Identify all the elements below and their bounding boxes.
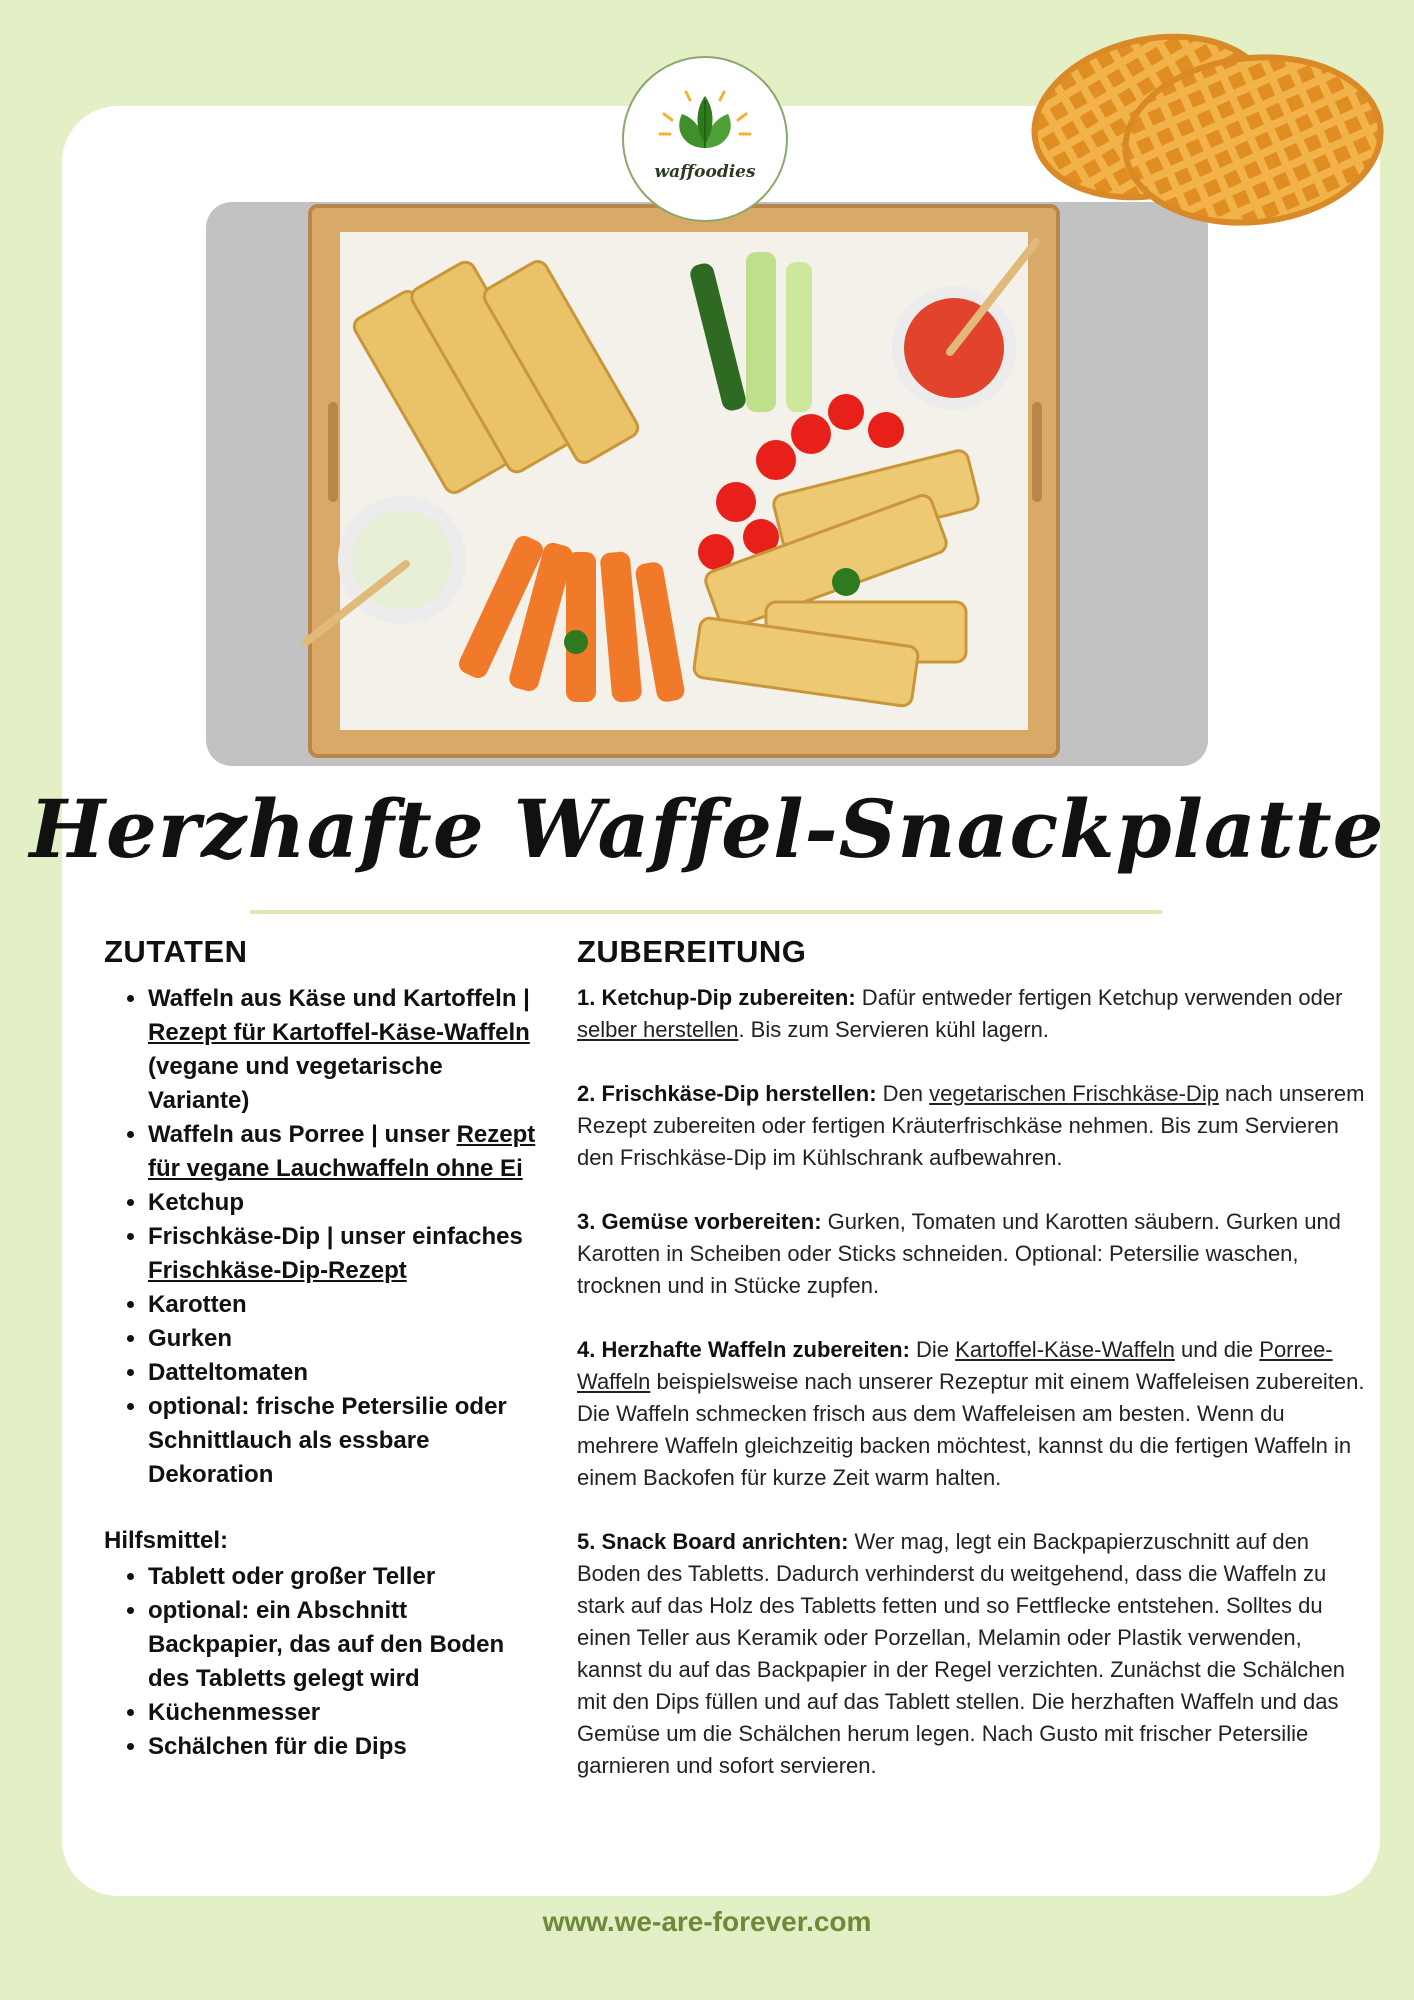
list-item: • Küchenmesser xyxy=(148,1696,544,1730)
waffle-decoration-icon xyxy=(1028,22,1390,232)
recipe-link[interactable]: vegetarischen Frischkäse-Dip xyxy=(929,1081,1219,1106)
list-item: • Frischkäse-Dip | unser einfaches Frischkäse-Dip-Rezept xyxy=(148,1220,544,1288)
list-item: • Waffeln aus Käse und Kartoffeln | Rezept für Kartoffel-Käse-Waffeln (vegane und vegetarische Variante) xyxy=(148,982,544,1118)
title-divider xyxy=(250,910,1162,914)
preparation-column xyxy=(577,934,1367,1814)
list-item: • optional: frische Petersilie oder Schnittlauch als essbare Dekoration xyxy=(148,1390,544,1492)
zutaten-heading: ZUTATEN xyxy=(104,934,248,969)
list-item: • Datteltomaten xyxy=(148,1356,544,1390)
step-2: 2. Frischkäse-Dip herstellen: Den vegetarischen Frischkäse-Dip nach unserem Rezept zubereiten oder fertigen Kräuterfrischkäse nehmen. Bis zum Servieren den Frischkäse-Dip im Kühlschrank aufbewahren. xyxy=(577,1081,1365,1170)
list-item: • optional: ein Abschnitt Backpapier, das auf den Boden des Tabletts gelegt wird xyxy=(148,1594,544,1696)
list-item: • Ketchup xyxy=(148,1186,544,1220)
step-1: 1. Ketchup-Dip zubereiten: Dafür entweder fertigen Ketchup verwenden oder selber herstellen. Bis zum Servieren kühl lagern. xyxy=(577,985,1343,1042)
step-5: 5. Snack Board anrichten: Wer mag, legt ein Backpapierzuschnitt auf den Boden des Tabletts. Dadurch verhinderst du weitgehend, dass die Waffeln zu stark auf das Holz des Tabletts fetten und so Fettflecke entstehen. Solltes du einen Teller aus Keramik oder Porzellan, Melamin oder Plastik verwenden, kannst du auf das Backpapier in der Regel verzichten. Zunächst die Schälchen mit den Dips füllen und auf das Tablett stellen. Die herzhaften Waffeln und das Gemüse um die Schälchen herum legen. Nach Gusto mit frischer Petersilie garnieren und sofort servieren. xyxy=(577,1529,1346,1778)
step-3: 3. Gemüse vorbereiten: Gurken, Tomaten und Karotten säubern. Gurken und Karotten in Scheiben oder Sticks schneiden. Optional: Petersilie waschen, trocknen und in Stücke zupfen. xyxy=(577,1209,1341,1298)
recipe-link[interactable]: Kartoffel-Käse-Waffeln xyxy=(955,1337,1175,1362)
ingredient-list xyxy=(104,982,544,1492)
ingredients-column xyxy=(104,934,544,1764)
tools-list xyxy=(104,1560,544,1764)
snack-platter-illustration xyxy=(206,202,1208,766)
list-item: • Karotten xyxy=(148,1288,544,1322)
recipe-link[interactable]: Rezept für vegane Lauchwaffeln ohne Ei xyxy=(148,1121,536,1182)
list-item: • Tablett oder großer Teller xyxy=(148,1560,544,1594)
step-4: 4. Herzhafte Waffeln zubereiten: Die Kartoffel-Käse-Waffeln und die Porree-Waffeln beispielsweise nach unserer Rezeptur mit einem Waffeleisen zubereiten. Die Waffeln schmecken frisch aus dem Waffeleisen am besten. Wenn du mehrere Waffeln gleichzeitig backen möchtest, kannst du die fertigen Waffeln in einem Backofen für kurze Zeit warm halten. xyxy=(577,1337,1365,1490)
basil-leaf-icon xyxy=(624,58,786,220)
page-title: Herzhafte Waffel-Snackplatte xyxy=(29,782,1385,876)
logo-text: waffoodies xyxy=(654,162,756,182)
hero-photo xyxy=(206,202,1208,766)
recipe-link[interactable]: Rezept für Kartoffel-Käse-Waffeln xyxy=(148,1019,530,1046)
brand-logo[interactable] xyxy=(622,56,788,222)
zubereitung-heading: ZUBEREITUNG xyxy=(577,934,807,969)
list-item: • Schälchen für die Dips xyxy=(148,1730,544,1764)
list-item: • Waffeln aus Porree | unser Rezept für vegane Lauchwaffeln ohne Ei xyxy=(148,1118,544,1186)
recipe-link[interactable]: Frischkäse-Dip-Rezept xyxy=(148,1257,407,1284)
hilfsmittel-heading: Hilfsmittel: xyxy=(104,1527,229,1554)
list-item: • Gurken xyxy=(148,1322,544,1356)
recipe-link[interactable]: selber herstellen xyxy=(577,1017,739,1042)
footer-website-link[interactable]: www.we-are-forever.com xyxy=(542,1906,872,1937)
recipe-link[interactable]: Porree-Waffeln xyxy=(577,1337,1333,1394)
